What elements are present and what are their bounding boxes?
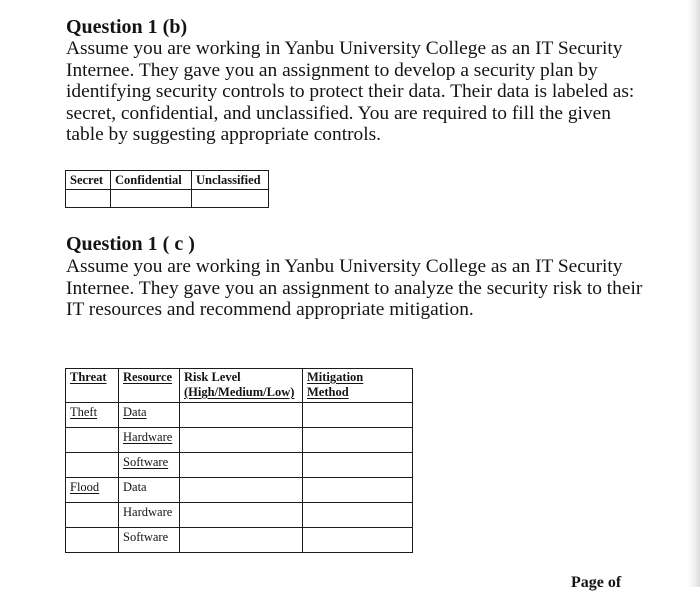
mitigation-cell[interactable] bbox=[303, 503, 413, 528]
mitigation-cell[interactable] bbox=[303, 478, 413, 503]
header-risk-level: Risk Level (High/Medium/Low) bbox=[180, 369, 303, 403]
table-row bbox=[66, 503, 413, 528]
mitigation-cell[interactable] bbox=[303, 453, 413, 478]
confidential-control-cell[interactable] bbox=[111, 190, 192, 208]
table-header-row bbox=[66, 369, 413, 403]
resource-cell: Hardware bbox=[119, 428, 180, 453]
secret-control-cell[interactable] bbox=[66, 190, 111, 208]
header-mitigation-method: Mitigation Method bbox=[303, 369, 413, 403]
question-1c-heading: Question 1 ( c ) bbox=[66, 233, 195, 255]
threat-cell bbox=[66, 528, 119, 553]
threat-cell: Theft bbox=[66, 403, 119, 428]
question-1b-text: Assume you are working in Yanbu University College as an IT Security Internee. They gave you an assignment to develop a security plan by identifying security controls to protect their data. Their data is labeled as: secret, confidential, and unclassified. You are required to fill the given table by suggesting appropriate controls. bbox=[66, 38, 635, 145]
threat-cell bbox=[66, 503, 119, 528]
table-row bbox=[66, 478, 413, 503]
page-number-footer: Page of bbox=[571, 574, 622, 591]
threat-cell bbox=[66, 428, 119, 453]
risk-analysis-table bbox=[65, 368, 413, 553]
header-threat: Threat bbox=[66, 369, 119, 403]
mitigation-cell[interactable] bbox=[303, 528, 413, 553]
resource-cell: Data bbox=[119, 478, 180, 503]
threat-cell: Flood bbox=[66, 478, 119, 503]
resource-cell: Data bbox=[119, 403, 180, 428]
mitigation-cell[interactable] bbox=[303, 428, 413, 453]
table-row bbox=[66, 403, 413, 428]
header-unclassified: Unclassified bbox=[192, 171, 269, 190]
risk-level-cell[interactable] bbox=[180, 403, 303, 428]
table-row bbox=[66, 428, 413, 453]
question-1c-text: Assume you are working in Yanbu University College as an IT Security Internee. They gave you an assignment to analyze the security risk to their IT resources and recommend appropriate mitigation. bbox=[66, 256, 643, 320]
table-row bbox=[66, 528, 413, 553]
risk-level-cell[interactable] bbox=[180, 503, 303, 528]
unclassified-control-cell[interactable] bbox=[192, 190, 269, 208]
header-confidential: Confidential bbox=[111, 171, 192, 190]
risk-level-cell[interactable] bbox=[180, 528, 303, 553]
header-secret: Secret bbox=[66, 171, 111, 190]
risk-level-cell[interactable] bbox=[180, 453, 303, 478]
table-row bbox=[66, 453, 413, 478]
risk-level-cell[interactable] bbox=[180, 428, 303, 453]
page-edge-shadow bbox=[688, 0, 700, 587]
security-controls-table bbox=[65, 170, 269, 208]
threat-cell bbox=[66, 453, 119, 478]
risk-level-cell[interactable] bbox=[180, 478, 303, 503]
table-row bbox=[66, 190, 269, 208]
header-resource: Resource bbox=[119, 369, 180, 403]
resource-cell: Software bbox=[119, 453, 180, 478]
question-1b-heading: Question 1 (b) bbox=[66, 16, 188, 38]
mitigation-cell[interactable] bbox=[303, 403, 413, 428]
resource-cell: Hardware bbox=[119, 503, 180, 528]
resource-cell: Software bbox=[119, 528, 180, 553]
table-header-row bbox=[66, 171, 269, 190]
